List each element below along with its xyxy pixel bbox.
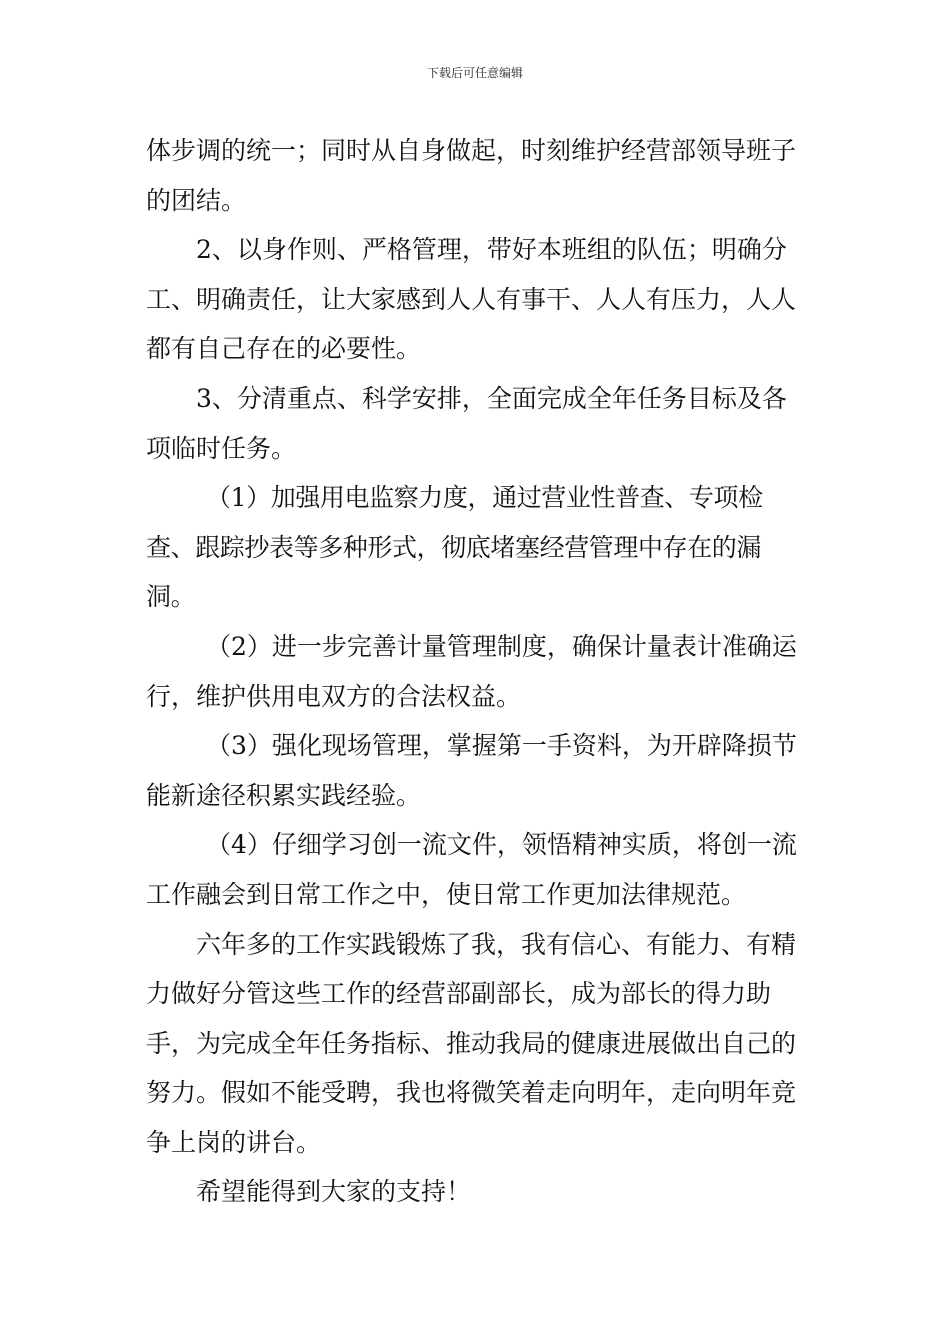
page-header: 下载后可任意编辑 xyxy=(426,66,523,80)
document-body xyxy=(146,126,810,1217)
paragraph-5: （2）进一步完善计量管理制度，确保计量表计准确运行，维护供用电双方的合法权益。 xyxy=(146,631,797,711)
paragraph-8: 六年多的工作实践锻炼了我，我有信心、有能力、有精力做好分管这些工作的经营部副部长，成为部长的得力助手，为完成全年任务指标、推动我局的健康进展做出自己的努力。假如不能受聘，我也将微笑着走向明年，走向明年竞争上岗的讲台。 xyxy=(146,929,797,1157)
paragraph-4: （1）加强用电监察力度，通过营业性普查、专项检查、跟踪抄表等多种形式，彻底堵塞经营管理中存在的漏洞。 xyxy=(146,483,763,612)
paragraph-7: （4）仔细学习创一流文件，领悟精神实质，将创一流工作融会到日常工作之中，使日常工作更加法律规范。 xyxy=(146,830,797,909)
paragraph-2: 2、以身作则、严格管理，带好本班组的队伍；明确分工、明确责任，让大家感到人人有事干、人人有压力，人人都有自己存在的必要性。 xyxy=(146,235,797,364)
paragraph-1: 体步调的统一；同时从自身做起，时刻维护经营部领导班子的团结。 xyxy=(146,136,797,215)
paragraph-6: （3）强化现场管理，掌握第一手资料，为开辟降损节能新途径积累实践经验。 xyxy=(146,731,797,810)
paragraph-9: 希望能得到大家的支持！ xyxy=(196,1177,472,1207)
paragraph-3: 3、分清重点、科学安排，全面完成全年任务目标及各项临时任务。 xyxy=(146,383,787,463)
